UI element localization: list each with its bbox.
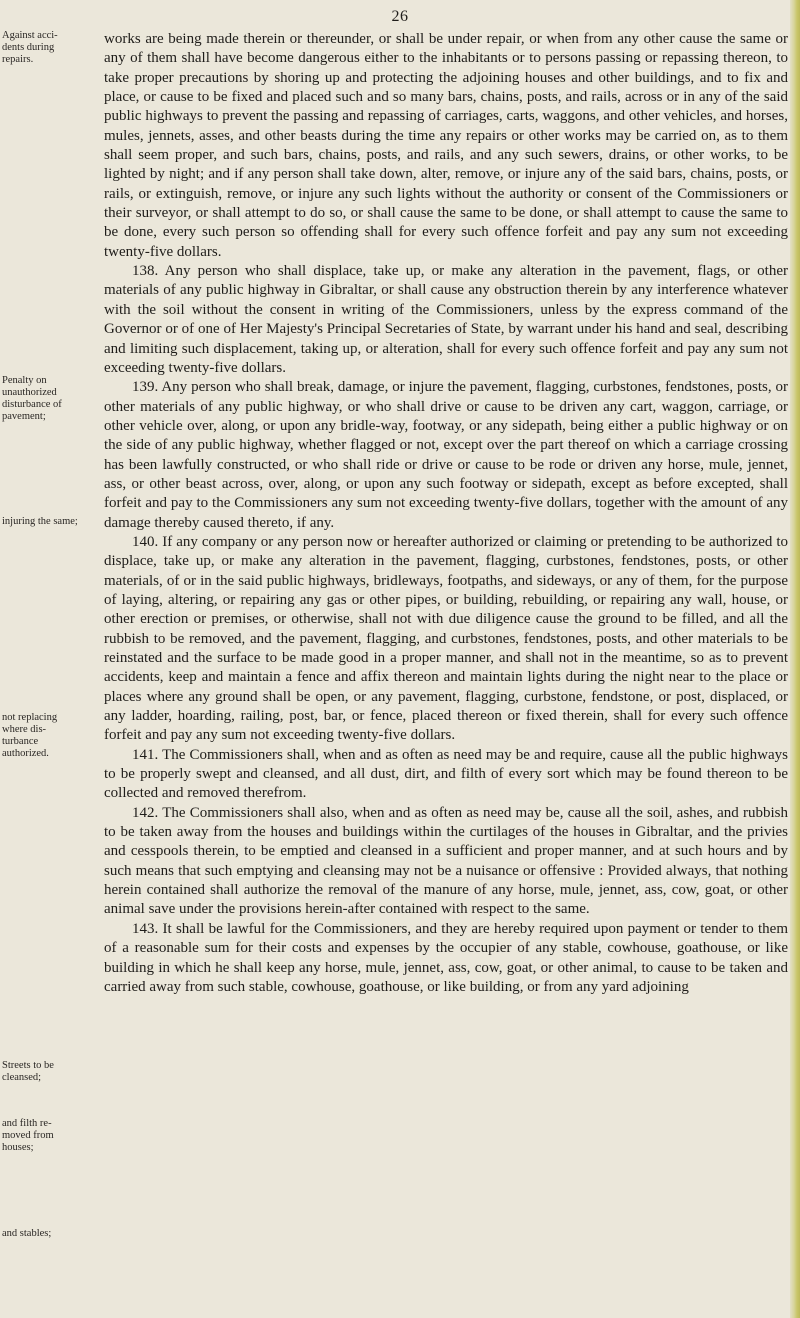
body-text xyxy=(104,30,788,997)
margin-note-injuring: injuring the same; xyxy=(2,516,78,527)
margin-note-pavement-disturbance: Penalty on unauthorized disturbance of pavement; xyxy=(2,375,62,422)
margin-note-streets-cleansed: Streets to be cleansed; xyxy=(2,1060,54,1083)
page-edge xyxy=(790,0,800,1318)
section-140: 140. If any company or any person now or hereafter authorized or claiming or pretending to be authorized to displace, take up, or make any alteration in the pavement, flagging, curbstones, fendstones, posts, or other materials, of or in the said public highways, bridleways, footpaths, and sideways, or any of them, for the purpose of laying, altering, or repairing any gas or other pipes, or building, rebuilding, or repairing any wall, house, or other erection or premises, or otherwise, shall not with due diligence cause the ground to be filled, and all the rubbish to be removed, and the pavement, flagging, and curbstones, fendstones, posts, and other materials to be reinstated and the surface to be made good in a proper manner, and shall not in the meantime, so as to prevent accidents, keep and maintain a fence and affix thereon and maintain lights during the night near to the place or places where any ground shall be open, or any pavement, flagging, curbstone, fendstone, or post, displaced, or any ladder, hoarding, railing, post, bar, or fence, placed thereon or fixed therein, shall for every such offence forfeit and pay any sum not exceeding twenty-five dollars. xyxy=(104,533,788,744)
margin-note-accidents: Against acci- dents during repairs. xyxy=(2,30,58,65)
section-138: 138. Any person who shall displace, take up, or make any alteration in the pavement, flags, or other materials of any public highway in Gibraltar, or shall cause any obstruction therein by any interference whatever with the soil without the consent in writing of the Commissioners, unless by the express command of the Governor or of one of Her Majesty's Principal Secretaries of State, by warrant under his hand and seal, describing and limiting such displacement, taking up, or alteration, shall for every such offence forfeit and pay any sum not exceeding twenty-five dollars. xyxy=(104,263,788,376)
paragraph-continuation: works are being made therein or thereunder, or shall be under repair, or when from any other cause the same or any of them shall have become dangerous either to the inhabitants or to persons passing or repassing thereon, to take proper precautions by shoring up and protecting the adjoining houses and other buildings, and to fix and place, or cause to be fixed and placed such and so many bars, chains, posts, and rails, across or in any of the said public highways to prevent the passing and repassing of carriages, carts, waggons, and other vehicles, and horses, mules, jennets, asses, and other beasts during the time any repairs or other works may be carried on, as to them shall seem proper, and such bars, chains, posts, and rails, and any such sewers, drains, or other works, to be lighted by night; and if any person shall take down, alter, remove, or injure any of the said bars, chains, posts, or rails, or extinguish, remove, or injure any such lights without the authority or consent of the Commissioners or their surveyor, or shall attempt to do so, or shall cause the same to be done, or shall attempt to cause the same to be done, every such person so offending shall for every such offence forfeit and pay any sum not exceeding twenty-five dollars. xyxy=(104,31,788,260)
margin-note-not-replacing: not replacing where dis- turbance authorized. xyxy=(2,712,58,759)
margin-note-filth-removed: and filth re- moved from houses; xyxy=(2,1118,54,1153)
section-141: 141. The Commissioners shall, when and as often as need may be and require, cause all the public highways to be properly swept and cleansed, and all dust, dirt, and filth of every sort which may be found thereon to be collected and removed therefrom. xyxy=(104,746,788,802)
section-142: 142. The Commissioners shall also, when and as often as need may be, cause all the soil, ashes, and rubbish to be taken away from the houses and buildings within the curtilages of the houses in Gibraltar, and the privies and cesspools therein, to be emptied and cleansed in a sufficient and proper manner, and at such hours and by such means that such emptying and cleansing may not be a nuisance or offensive : Provided always, that nothing herein contained shall authorize the removal of the manure of any horse, mule, jennet, ass, cow, goat, or other animal save under the provisions herein-after contained with respect to the same. xyxy=(104,804,788,918)
margin-note-stables: and stables; xyxy=(2,1228,52,1239)
section-139: 139. Any person who shall break, damage, or injure the pavement, flagging, curbstones, fendstones, posts, or other materials of any public highway, or who shall drive or cause to be driven any cart, waggon, carriage, or other vehicle over, along, or upon any bridle-way, footway, or any sidepath, being either a public highway or on the side of any public highway, whether flagged or not, except over the part thereof on which a carriage crossing has been lawfully constructed, or who shall ride or drive or cause to be rode or driven any horse, mule, jennet, ass, or other beast across, over, along, or upon any such footway or sidepath, except as before excepted, shall forfeit and pay to the Commissioners any sum not exceeding twenty-five dollars, together with the amount of any damage thereby caused thereto, if any. xyxy=(104,379,788,531)
margin-notes xyxy=(0,0,80,1318)
page-number: 26 xyxy=(391,8,409,25)
section-143: 143. It shall be lawful for the Commissioners, and they are hereby required upon payment or tender to them of a reasonable sum for their costs and expenses by the occupier of any stable, cowhouse, goathouse, or like building in which he shall keep any horse, mule, jennet, ass, cow, goat, or other animal, to cause to be taken and carried away from such stable, cowhouse, goathouse, or like building, or from any yard adjoining xyxy=(104,920,788,995)
